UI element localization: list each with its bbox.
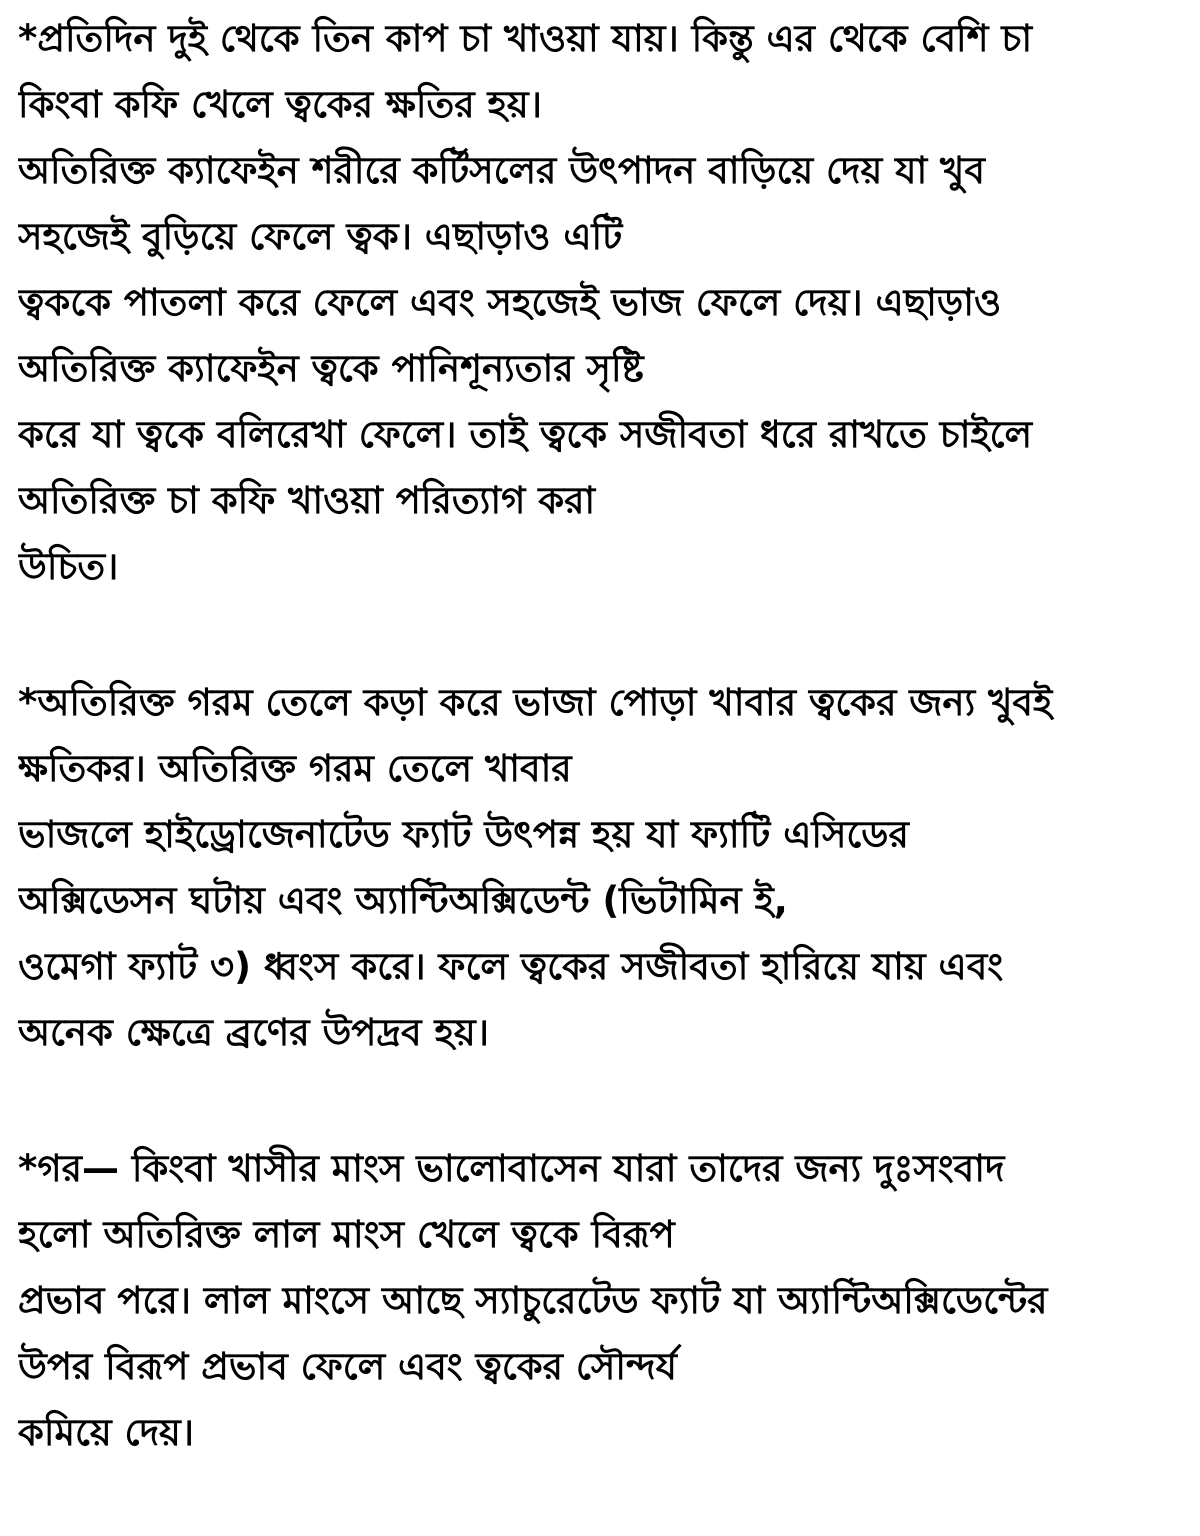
text-line: উপর বিরূপ প্রভাব ফেলে এবং ত্বকের সৌন্দর্য: [18, 1345, 677, 1388]
text-line: উচিত।: [18, 545, 119, 588]
paragraph-tea-coffee: [18, 6, 1188, 600]
document-body: [18, 6, 1188, 1536]
paragraph-red-meat: [18, 1136, 1188, 1466]
text-line: অক্সিডেসন ঘটায় এবং অ্যান্টিঅক্সিডেন্ট (ভিটামিন ই,: [18, 879, 788, 922]
text-line: হলো অতিরিক্ত লাল মাংস খেলে ত্বকে বিরূপ: [18, 1213, 675, 1256]
text-line: কিংবা কফি খেলে ত্বকের ক্ষতির হয়।: [18, 83, 542, 126]
text-line: করে যা ত্বকে বলিরেখা ফেলে। তাই ত্বকে সজীবতা ধরে রাখতে চাইলে: [18, 413, 1033, 456]
text-line: ক্ষতিকর। অতিরিক্ত গরম তেলে খাবার: [18, 747, 572, 790]
text-line: অতিরিক্ত চা কফি খাওয়া পরিত্যাগ করা: [18, 479, 596, 522]
text-line: অতিরিক্ত ক্যাফেইন শরীরে কর্টিসলের উৎপাদন বাড়িয়ে দেয় যা খুব: [18, 149, 985, 192]
text-line: অতিরিক্ত ক্যাফেইন ত্বকে পানিশূন্যতার সৃষ্টি: [18, 347, 644, 390]
text-line: *প্রতিদিন দুই থেকে তিন কাপ চা খাওয়া যায়। কিন্তু এর থেকে বেশি চা: [18, 17, 1033, 60]
text-line: প্রভাব পরে। লাল মাংসে আছে স্যাচুরেটেড ফ্যাট যা অ্যান্টিঅক্সিডেন্টের: [18, 1279, 1048, 1322]
text-line: ভাজলে হাইড্রোজেনাটেড ফ্যাট উৎপন্ন হয় যা ফ্যাটি এসিডের: [18, 813, 909, 856]
text-line: ত্বককে পাতলা করে ফেলে এবং সহজেই ভাজ ফেলে দেয়। এছাড়াও: [18, 281, 1002, 324]
text-line: ওমেগা ফ্যাট ৩) ধ্বংস করে। ফলে ত্বকের সজীবতা হারিয়ে যায় এবং: [18, 945, 1004, 988]
text-line: *গর— কিংবা খাসীর মাংস ভালোবাসেন যারা তাদের জন্য দুঃসংবাদ: [18, 1147, 1005, 1190]
text-line: সহজেই বুড়িয়ে ফেলে ত্বক। এছাড়াও এটি: [18, 215, 623, 258]
text-line: *অতিরিক্ত গরম তেলে কড়া করে ভাজা পোড়া খাবার ত্বকের জন্য খুবই: [18, 681, 1053, 724]
text-line: কমিয়ে দেয়।: [18, 1411, 195, 1454]
paragraph-fried-food: [18, 670, 1188, 1066]
text-line: অনেক ক্ষেত্রে ব্রণের উপদ্রব হয়।: [18, 1011, 489, 1054]
